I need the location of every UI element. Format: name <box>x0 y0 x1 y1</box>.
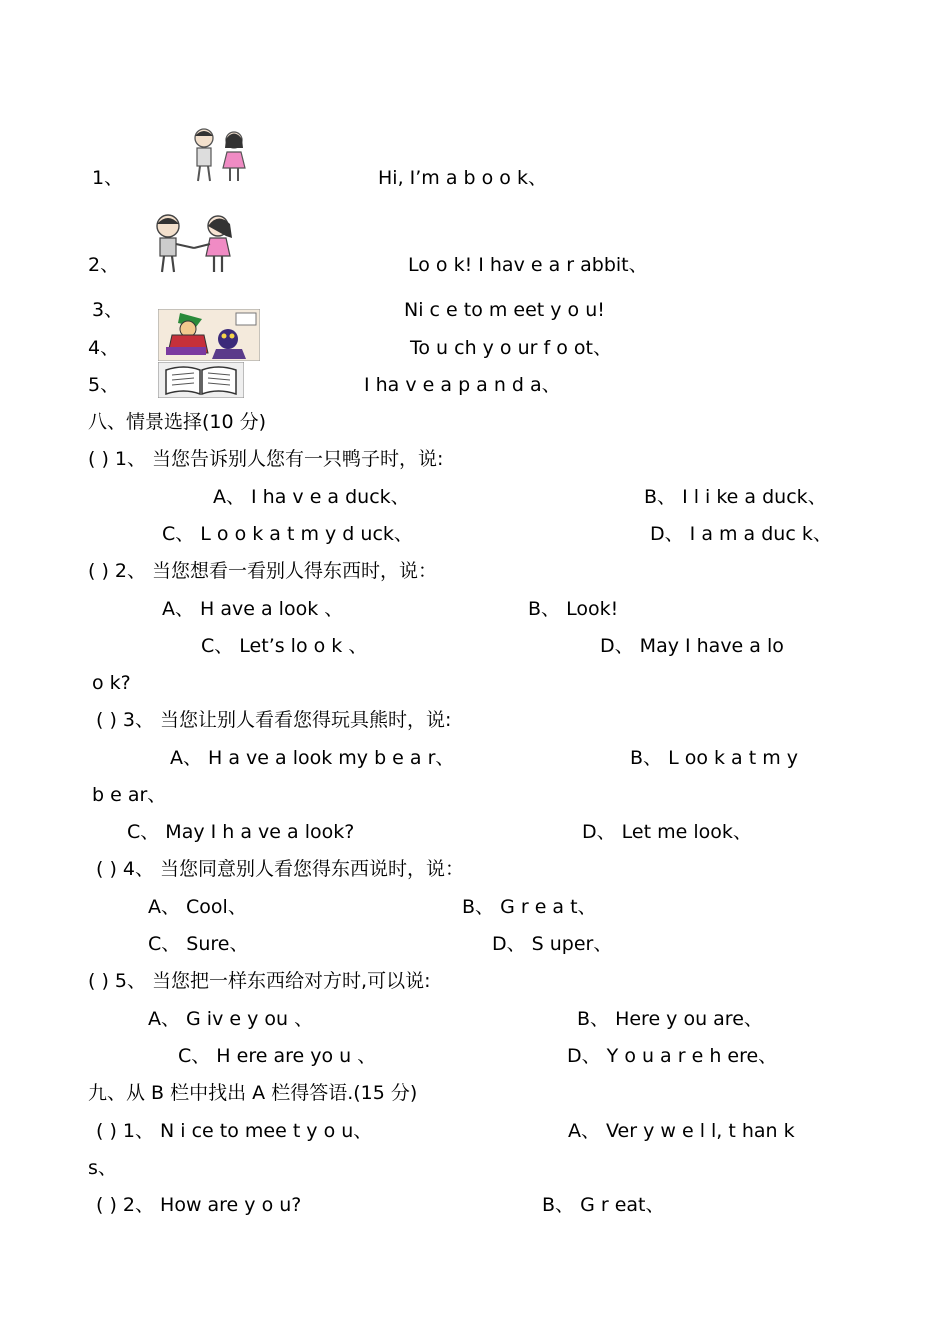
children-shaking-hands-icon <box>148 212 240 274</box>
item-number: 4、 <box>88 337 120 359</box>
option-b[interactable]: B、 L oo k a t m y <box>630 747 798 769</box>
question-stem: ( ) 1、 当您告诉别人您有一只鸭子时，说: <box>88 448 444 470</box>
sentence: I ha v e a p a n d a、 <box>364 374 561 396</box>
option-b[interactable]: B、 I l i ke a duck、 <box>644 486 827 508</box>
option-b[interactable]: B、 G r e a t、 <box>462 896 597 918</box>
question-stem: ( ) 5、 当您把一样东西给对方时,可以说: <box>88 970 431 992</box>
open-book-icon <box>158 362 244 398</box>
option-a[interactable]: A、 Cool、 <box>148 896 247 918</box>
option-c[interactable]: C、 L o o k a t m y d uck、 <box>162 523 413 545</box>
section-heading: 八、情景选择(10 分) <box>88 411 267 433</box>
item-number: 3、 <box>92 299 124 321</box>
sentence: To u ch y o ur f o ot、 <box>410 337 612 359</box>
sentence: Ni c e to m eet y o u! <box>404 299 605 321</box>
option-c[interactable]: C、 Sure、 <box>148 933 249 955</box>
option-c[interactable]: C、 H ere are yo u 、 <box>178 1045 377 1067</box>
question-stem: ( ) 4、 当您同意别人看您得东西说时，说： <box>96 858 465 880</box>
option-d[interactable]: D、 I a m a duc k、 <box>650 523 832 545</box>
section-heading: 九、从 B 栏中找出 A 栏得答语.(15 分) <box>88 1082 418 1104</box>
option-c[interactable]: C、 May I h a ve a look? <box>127 821 355 843</box>
option-d-continued: o k? <box>92 672 131 694</box>
option-c[interactable]: C、 Let’s lo o k 、 <box>201 635 368 657</box>
column-b-item[interactable]: A、 Ver y w e l l, t han k <box>568 1120 795 1142</box>
option-a[interactable]: A、 H ave a look 、 <box>162 598 344 620</box>
option-d[interactable]: D、 Let me look、 <box>582 821 752 843</box>
option-a[interactable]: A、 G iv e y ou 、 <box>148 1008 314 1030</box>
column-a-item[interactable]: ( ) 1、 N i ce to mee t y o u、 <box>96 1120 373 1142</box>
option-d[interactable]: D、 S uper、 <box>492 933 613 955</box>
column-a-item[interactable]: ( ) 2、 How are y o u? <box>96 1194 302 1216</box>
item-number: 2、 <box>88 254 120 276</box>
question-stem: ( ) 2、 当您想看一看别人得东西时，说： <box>88 560 438 582</box>
sentence: Lo o k! I hav e a r abbit、 <box>408 254 648 276</box>
option-d[interactable]: D、 Y o u a r e h ere、 <box>567 1045 778 1067</box>
column-b-item[interactable]: B、 G r eat、 <box>542 1194 665 1216</box>
question-stem: ( ) 3、 当您让别人看看您得玩具熊时，说: <box>96 709 452 731</box>
item-number: 1、 <box>92 167 124 189</box>
toy-animals-icon <box>158 309 260 361</box>
option-a[interactable]: A、 I ha v e a duck、 <box>213 486 410 508</box>
option-d[interactable]: D、 May I have a lo <box>600 635 784 657</box>
option-b-continued: b e ar、 <box>92 784 167 806</box>
option-b[interactable]: B、 Here y ou are、 <box>577 1008 763 1030</box>
item-number: 5、 <box>88 374 120 396</box>
option-a[interactable]: A、 H a ve a look my b e a r、 <box>170 747 455 769</box>
two-children-talking-icon <box>186 126 256 184</box>
column-b-item-continued: s、 <box>88 1157 117 1179</box>
sentence: Hi, I’m a b o o k、 <box>378 167 547 189</box>
option-b[interactable]: B、 Look! <box>528 598 619 620</box>
